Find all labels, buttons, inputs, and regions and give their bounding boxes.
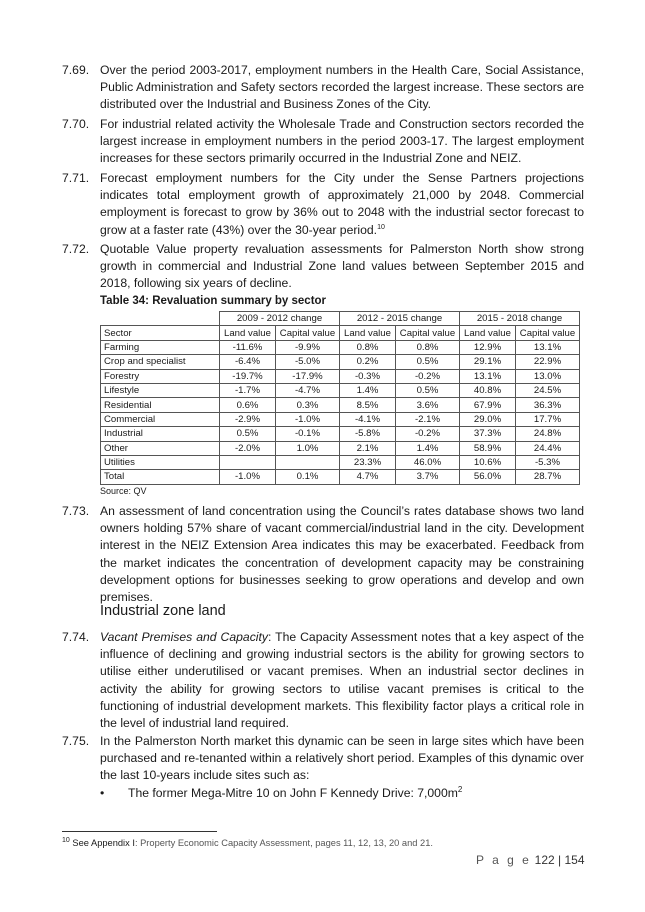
- land-value-cell: 37.3%: [460, 427, 516, 441]
- land-value-cell: 67.9%: [460, 398, 516, 412]
- paragraph-text: For industrial related activity the Wholesale Trade and Construction sectors recorded the largest increase in employment numbers in the period 2003-17. The largest employment increases for these sectors primarily occurred in the Industrial Zone and NEIZ.: [100, 117, 584, 166]
- land-value-header: Land value: [220, 326, 276, 340]
- sector-cell: Lifestyle: [101, 383, 220, 397]
- capital-value-cell: -5.0%: [276, 355, 340, 369]
- paragraph-7-73: [62, 503, 584, 606]
- period-header: 2012 - 2015 change: [340, 312, 460, 326]
- land-value-cell: -2.0%: [220, 441, 276, 455]
- paragraph-number: 7.75.: [62, 734, 90, 748]
- land-value-cell: -1.0%: [220, 470, 276, 484]
- paragraph-text: Over the period 2003-2017, employment numbers in the Health Care, Social Assistance, Public Administration and Safety sectors recorded the largest increase. These sectors are distributed over the Industrial and Business Zones of the City.: [100, 63, 584, 112]
- bullet-body: The former Mega-Mitre 10 on John F Kennedy Drive: 7,000m: [128, 786, 458, 800]
- footnote-ref: 10: [377, 223, 385, 231]
- footnote-label: See Appendix I: [72, 838, 135, 848]
- land-value-cell: 1.4%: [340, 383, 396, 397]
- bullet-superscript: 2: [457, 784, 463, 794]
- paragraph-7-70: [62, 116, 584, 168]
- land-value-cell: 2.1%: [340, 441, 396, 455]
- capital-value-cell: 22.9%: [516, 355, 580, 369]
- table-row: [101, 398, 580, 412]
- sector-cell: Commercial: [101, 412, 220, 426]
- sector-cell: Utilities: [101, 455, 220, 469]
- paragraph-number: 7.74.: [62, 630, 90, 644]
- capital-value-header: Capital value: [396, 326, 460, 340]
- capital-value-cell: 1.4%: [396, 441, 460, 455]
- capital-value-cell: 46.0%: [396, 455, 460, 469]
- table-column-header-row: [101, 326, 580, 340]
- sector-header: Sector: [101, 326, 220, 340]
- capital-value-cell: 0.5%: [396, 355, 460, 369]
- sector-cell: Other: [101, 441, 220, 455]
- capital-value-cell: 0.3%: [276, 398, 340, 412]
- capital-value-cell: -0.2%: [396, 427, 460, 441]
- capital-value-cell: 3.6%: [396, 398, 460, 412]
- land-value-cell: 29.1%: [460, 355, 516, 369]
- land-value-cell: 56.0%: [460, 470, 516, 484]
- table-row: [101, 355, 580, 369]
- capital-value-header: Capital value: [276, 326, 340, 340]
- table-row: [101, 441, 580, 455]
- land-value-cell: 58.9%: [460, 441, 516, 455]
- paragraph-number: 7.73.: [62, 504, 90, 518]
- table-period-header-row: [101, 312, 580, 326]
- period-header: 2015 - 2018 change: [460, 312, 580, 326]
- paragraph-text: An assessment of land concentration using the Council’s rates database shows two land owners holding 57% share of vacant commercial/industrial land in the city. Development interest in the NEIZ Extension Area indicates this may be exacerbated. Feedback from the market indicates the concentration of development capacity may be constraining development options for businesses seeking to grow operations and develop and own premises.: [100, 504, 584, 605]
- land-value-cell: 8.5%: [340, 398, 396, 412]
- paragraph-lead: Vacant Premises and Capacity: [100, 630, 268, 644]
- land-value-cell: 23.3%: [340, 455, 396, 469]
- land-value-cell: 0.5%: [220, 427, 276, 441]
- capital-value-cell: 24.5%: [516, 383, 580, 397]
- capital-value-cell: -0.2%: [396, 369, 460, 383]
- table-body: [101, 340, 580, 484]
- capital-value-cell: 3.7%: [396, 470, 460, 484]
- sector-cell: Industrial: [101, 427, 220, 441]
- paragraph-text: [100, 629, 584, 732]
- sector-cell: Crop and specialist: [101, 355, 220, 369]
- capital-value-cell: 0.5%: [396, 383, 460, 397]
- land-value-cell: -19.7%: [220, 369, 276, 383]
- section-heading: Industrial zone land: [100, 603, 226, 619]
- table-row: [101, 455, 580, 469]
- land-value-cell: 40.8%: [460, 383, 516, 397]
- table-corner-cell: [101, 312, 220, 326]
- revaluation-table: [100, 311, 580, 485]
- table-row: [101, 369, 580, 383]
- table-row: [101, 383, 580, 397]
- footnote: [62, 838, 433, 848]
- sector-cell: Farming: [101, 340, 220, 354]
- land-value-cell: 12.9%: [460, 340, 516, 354]
- paragraph-text: In the Palmerston North market this dynamic can be seen in large sites which have been purchased and re-tenanted within a relatively short period. Examples of this dynamic over the last 10-years include sites such as:: [100, 734, 584, 783]
- land-value-cell: -2.9%: [220, 412, 276, 426]
- capital-value-cell: 28.7%: [516, 470, 580, 484]
- paragraph-number: 7.69.: [62, 63, 90, 77]
- paragraph-text: Quotable Value property revaluation assessments for Palmerston North show strong growth in commercial and Industrial Zone land values between September 2015 and 2018, following six years of decline.: [100, 242, 584, 291]
- sector-cell: Residential: [101, 398, 220, 412]
- capital-value-cell: 24.8%: [516, 427, 580, 441]
- table-row: [101, 470, 580, 484]
- capital-value-cell: 17.7%: [516, 412, 580, 426]
- footnote-number: 10: [62, 836, 70, 844]
- land-value-cell: 0.8%: [340, 340, 396, 354]
- footnote-divider: [62, 831, 217, 832]
- period-header: 2009 - 2012 change: [220, 312, 340, 326]
- page-separator: |: [558, 853, 562, 867]
- land-value-cell: 0.2%: [340, 355, 396, 369]
- paragraph-body: : The Capacity Assessment notes that a key aspect of the influence of declining and growing industrial sectors is the ability for growing sectors to utilise either underutilised or vacant premises. When an industrial sector declines in activity the ability for growing sectors to utilise vacant premises is critical to the functioning of industrial development markets. This flexibility factor plays a critical role in the level of industrial land required.: [100, 630, 584, 731]
- capital-value-cell: -0.1%: [276, 427, 340, 441]
- page-label: P a g e: [476, 853, 532, 867]
- paragraph-7-75: [62, 733, 584, 785]
- capital-value-cell: -17.9%: [276, 369, 340, 383]
- land-value-cell: -0.3%: [340, 369, 396, 383]
- land-value-cell: [220, 455, 276, 469]
- paragraph-7-72: [62, 241, 584, 293]
- capital-value-cell: 1.0%: [276, 441, 340, 455]
- capital-value-cell: -4.7%: [276, 383, 340, 397]
- page-total: 154: [564, 853, 585, 867]
- capital-value-cell: 13.1%: [516, 340, 580, 354]
- capital-value-cell: 0.8%: [396, 340, 460, 354]
- paragraph-number: 7.70.: [62, 117, 90, 131]
- bullet-item: [100, 786, 462, 800]
- page-number: [476, 853, 585, 867]
- table-row: [101, 340, 580, 354]
- bullet-text: [128, 786, 462, 800]
- land-value-cell: -4.1%: [340, 412, 396, 426]
- table-row: [101, 427, 580, 441]
- paragraph-7-74: [62, 629, 584, 732]
- land-value-cell: 4.7%: [340, 470, 396, 484]
- bullet-icon: •: [100, 786, 105, 800]
- land-value-cell: 0.6%: [220, 398, 276, 412]
- land-value-header: Land value: [460, 326, 516, 340]
- paragraph-number: 7.71.: [62, 171, 90, 185]
- paragraph-7-69: [62, 62, 584, 114]
- capital-value-header: Capital value: [516, 326, 580, 340]
- table-caption: Table 34: Revaluation summary by sector: [100, 295, 327, 307]
- paragraph-text: [100, 170, 584, 239]
- capital-value-cell: -9.9%: [276, 340, 340, 354]
- land-value-cell: -5.8%: [340, 427, 396, 441]
- land-value-cell: 13.1%: [460, 369, 516, 383]
- capital-value-cell: -1.0%: [276, 412, 340, 426]
- sector-cell: Total: [101, 470, 220, 484]
- land-value-cell: 10.6%: [460, 455, 516, 469]
- footnote-text: : Property Economic Capacity Assessment, pages 11, 12, 13, 20 and 21.: [134, 838, 433, 848]
- capital-value-cell: -5.3%: [516, 455, 580, 469]
- capital-value-cell: -2.1%: [396, 412, 460, 426]
- capital-value-cell: 13.0%: [516, 369, 580, 383]
- paragraph-7-71: [62, 170, 584, 239]
- table-source: Source: QV: [100, 486, 147, 496]
- paragraph-number: 7.72.: [62, 242, 90, 256]
- page-current: 122: [534, 853, 555, 867]
- land-value-cell: -11.6%: [220, 340, 276, 354]
- land-value-header: Land value: [340, 326, 396, 340]
- land-value-cell: 29.0%: [460, 412, 516, 426]
- paragraph-body: Forecast employment numbers for the City under the Sense Partners projections indicates total employment growth of approximately 21,000 by 2048. Commercial employment is forecast to grow by 36% out to 2048 with the industrial sector forecast to grow at a faster rate (43%) over the 30-year period.: [100, 171, 584, 237]
- capital-value-cell: 0.1%: [276, 470, 340, 484]
- sector-cell: Forestry: [101, 369, 220, 383]
- land-value-cell: -6.4%: [220, 355, 276, 369]
- capital-value-cell: 24.4%: [516, 441, 580, 455]
- land-value-cell: -1.7%: [220, 383, 276, 397]
- capital-value-cell: 36.3%: [516, 398, 580, 412]
- table-row: [101, 412, 580, 426]
- capital-value-cell: [276, 455, 340, 469]
